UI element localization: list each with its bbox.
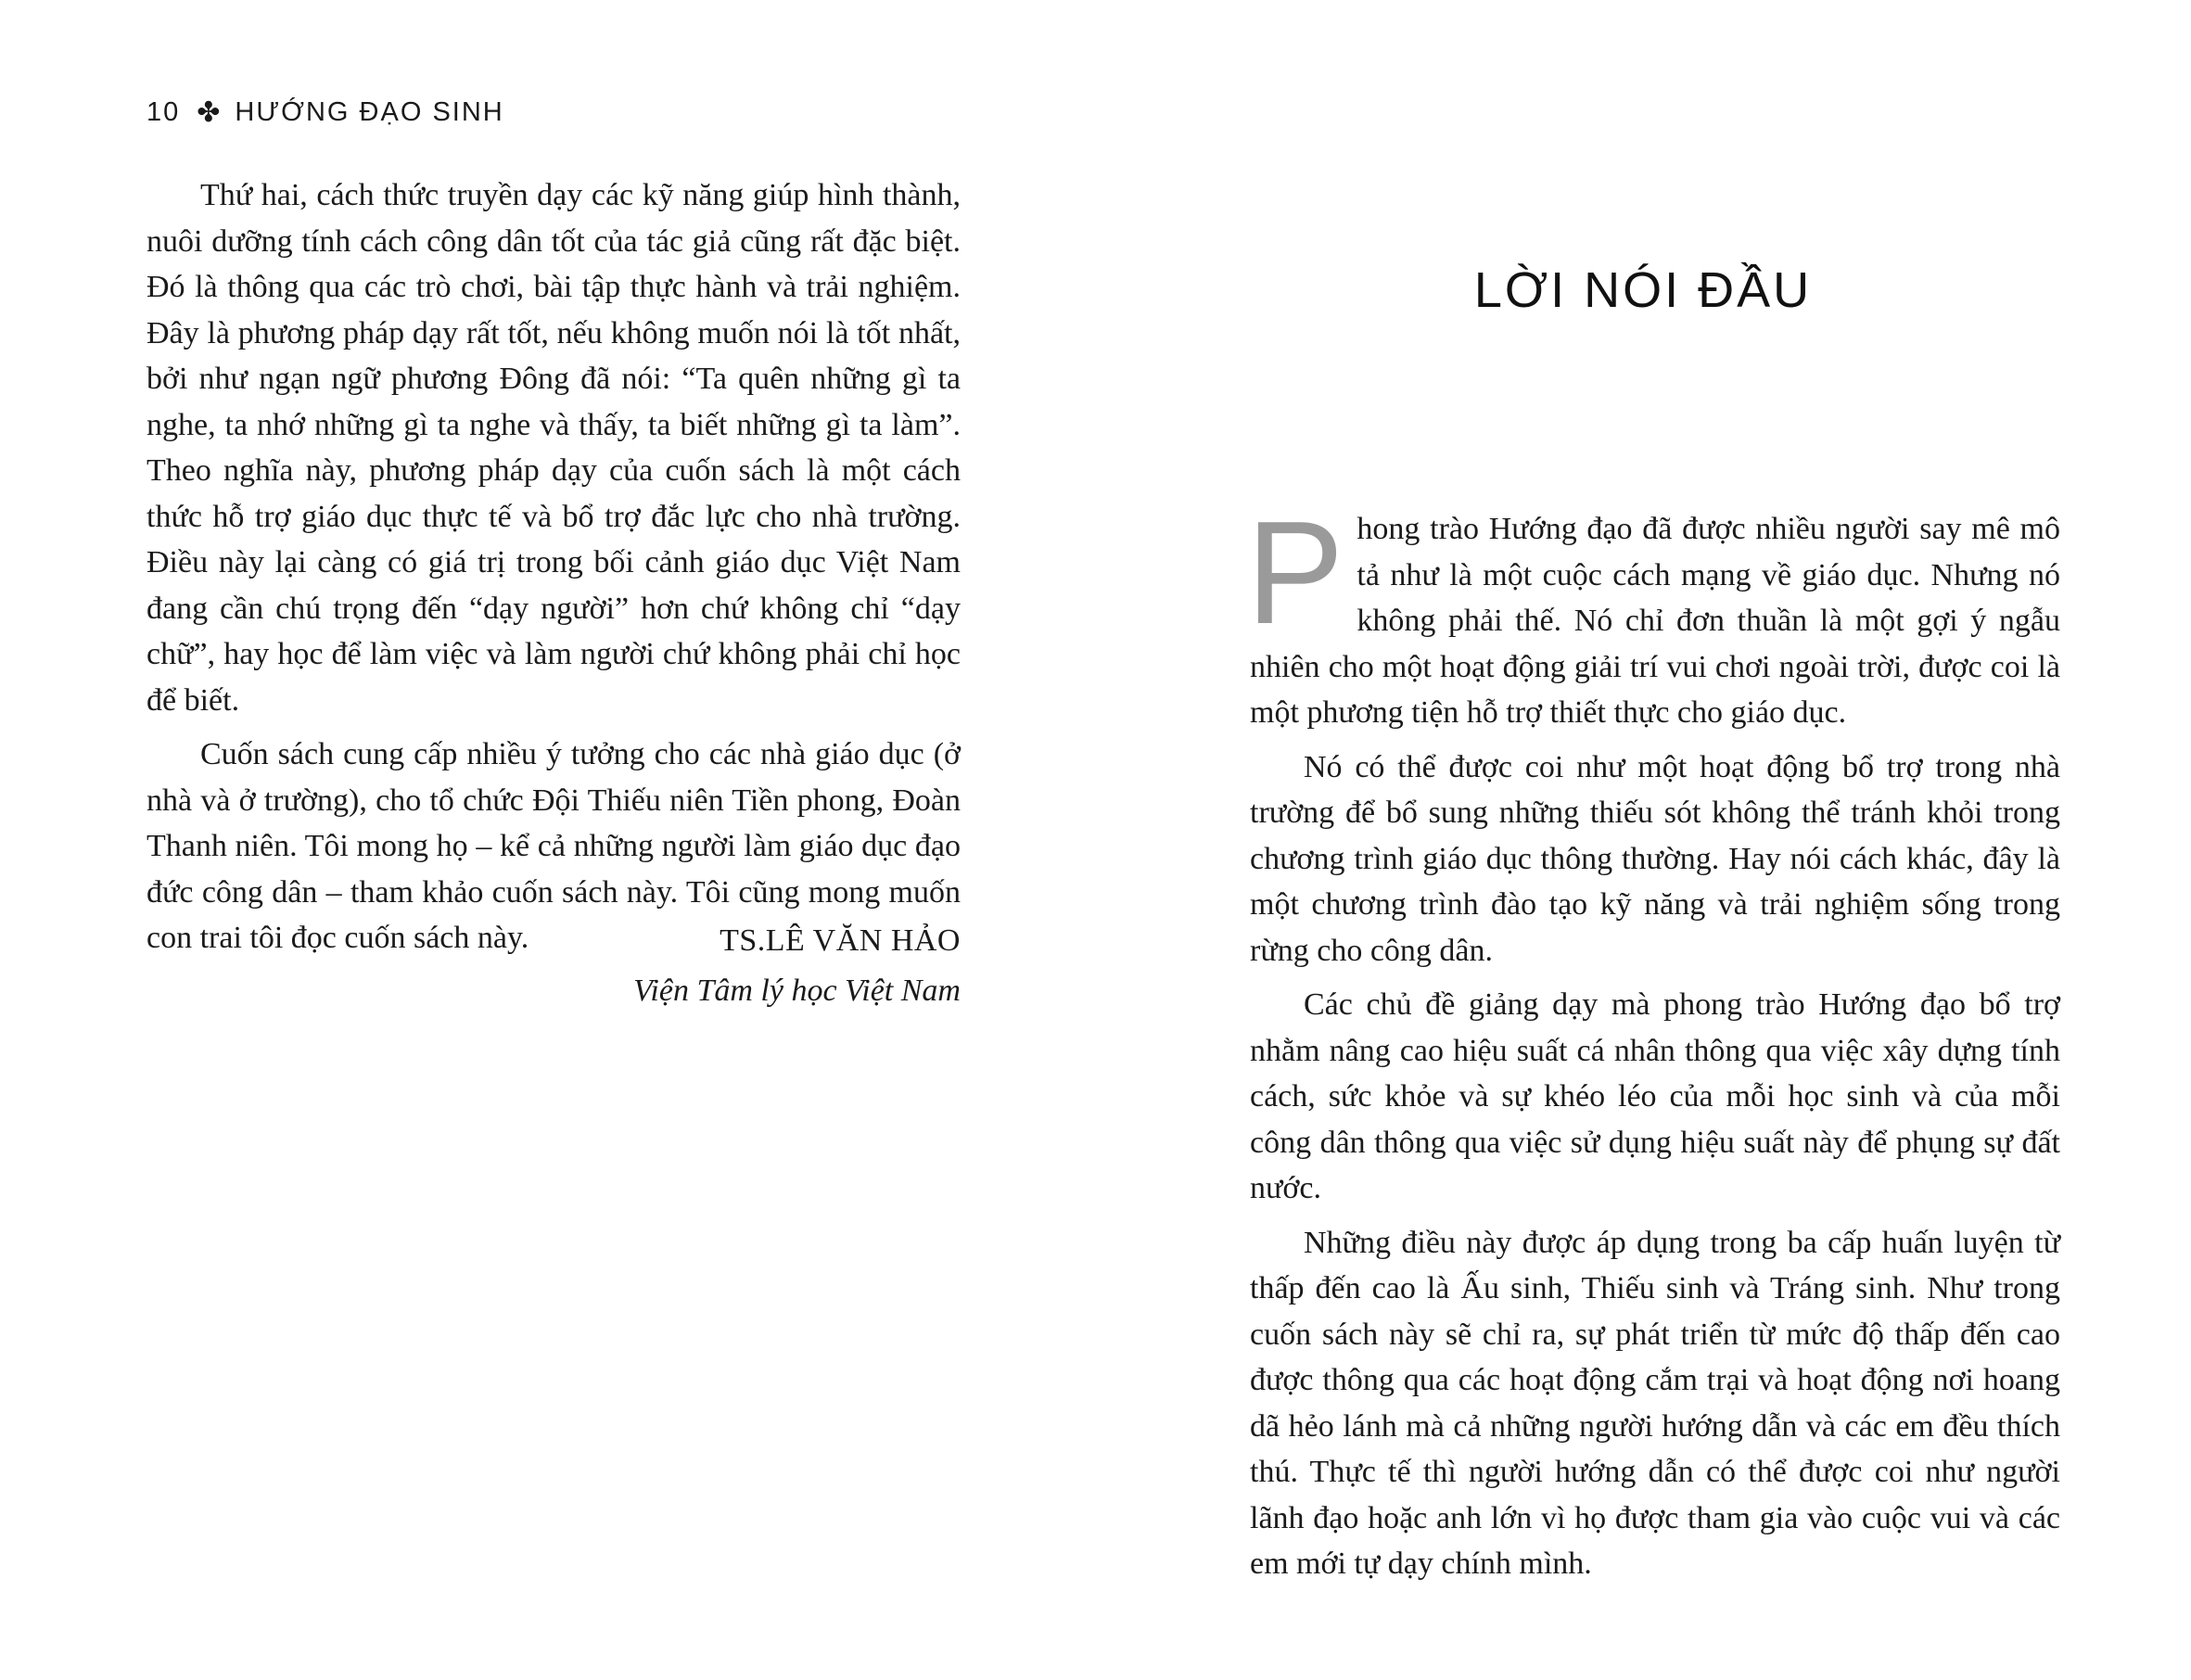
signature (633, 916, 961, 1016)
paragraph: Cuốn sách cung cấp nhiều ý tưởng cho các nhà giáo dục (ở nhà và ở trường), cho tổ chức Đội Thiếu niên Tiền phong, Đoàn Thanh niên. Tôi mong họ – kể cả những người làm giáo dục đạo đức công dân – tham khảo cuốn sách này. Tôi cũng mong muốn con trai tôi đọc cuốn sách này. (146, 737, 961, 955)
running-head (146, 96, 504, 129)
drop-cap: P (1246, 491, 1344, 655)
paragraph: Thứ hai, cách thức truyền dạy các kỹ năng giúp hình thành, nuôi dưỡng tính cách công dân tốt của tác giả cũng rất đặc biệt. Đó là thông qua các trò chơi, bài tập thực hành và trải nghiệm. Đây là phương pháp dạy rất tốt, nếu không muốn nói là tốt nhất, bởi như ngạn ngữ phương Đông đã nói: “Ta quên những gì ta nghe, ta nhớ những gì ta nghe và thấy, ta biết những gì ta làm”. Theo nghĩa này, phương pháp dạy của cuốn sách là một cách thức hỗ trợ giáo dục thực tế và bổ trợ đắc lực cho nhà trường. Điều này lại càng có giá trị trong bối cảnh giáo dục Việt Nam đang cần chú trọng đến “dạy người” hơn chứ không chỉ “dạy chữ”, hay học để làm việc và làm người chứ không phải chỉ học để biết. (146, 178, 961, 718)
left-page (0, 0, 1095, 1680)
paragraph: Nó có thể được coi như một hoạt động bổ trợ trong nhà trường để bổ sung những thiếu sót không thể tránh khỏi trong chương trình giáo dục thông thường. Hay nói cách khác, đây là một chương trình đào tạo kỹ năng và trải nghiệm sống trong rừng cho công dân. (1250, 749, 2060, 968)
page-number: 10 (146, 97, 181, 127)
right-page (1095, 0, 2191, 1680)
preface-text (1246, 491, 2060, 1596)
author-name: TS.LÊ VĂN HẢO (720, 923, 961, 958)
book-title: HƯỚNG ĐẠO SINH (235, 97, 504, 127)
chapter-title: LỜI NÓI ĐẦU (1473, 262, 1813, 318)
author-affiliation: Viện Tâm lý học Việt Nam (633, 974, 961, 1008)
foreword-text (146, 172, 961, 970)
paragraph: Những điều này được áp dụng trong ba cấp huấn luyện từ thấp đến cao là Ấu sinh, Thiếu sinh và Tráng sinh. Như trong cuốn sách này sẽ chỉ ra, sự phát triển từ mức độ thấp đến cao được thông qua các hoạt động cắm trại và hoạt động nơi hoang dã hẻo lánh mà cả những người hướng dẫn và các em đều thích thú. Thực tế thì người hướng dẫn có thể được coi như người lãnh đạo hoặc anh lớn vì họ được tham gia vào cuộc vui và các em mới tự dạy chính mình. (1250, 1225, 2060, 1581)
first-paragraph (1246, 491, 2060, 736)
paragraph: Các chủ đề giảng dạy mà phong trào Hướng đạo bổ trợ nhằm nâng cao hiệu suất cá nhân thông qua việc xây dựng tính cách, sức khỏe và sự khéo léo của mỗi học sinh và của mỗi công dân thông qua việc sử dụng hiệu suất này để phụng sự đất nước. (1250, 987, 2060, 1205)
fleur-de-lis-icon: ✤ (197, 97, 223, 128)
first-paragraph-text: hong trào Hướng đạo đã được nhiều người say mê mô tả như là một cuộc cách mạng về giáo dục. Nhưng nó không phải thế. Nó chỉ đơn thuần là một gợi ý ngẫu nhiên cho một hoạt động giải trí vui chơi ngoài trời, được coi là một phương tiện hỗ trợ thiết thực cho giáo dục. (1250, 512, 2060, 730)
